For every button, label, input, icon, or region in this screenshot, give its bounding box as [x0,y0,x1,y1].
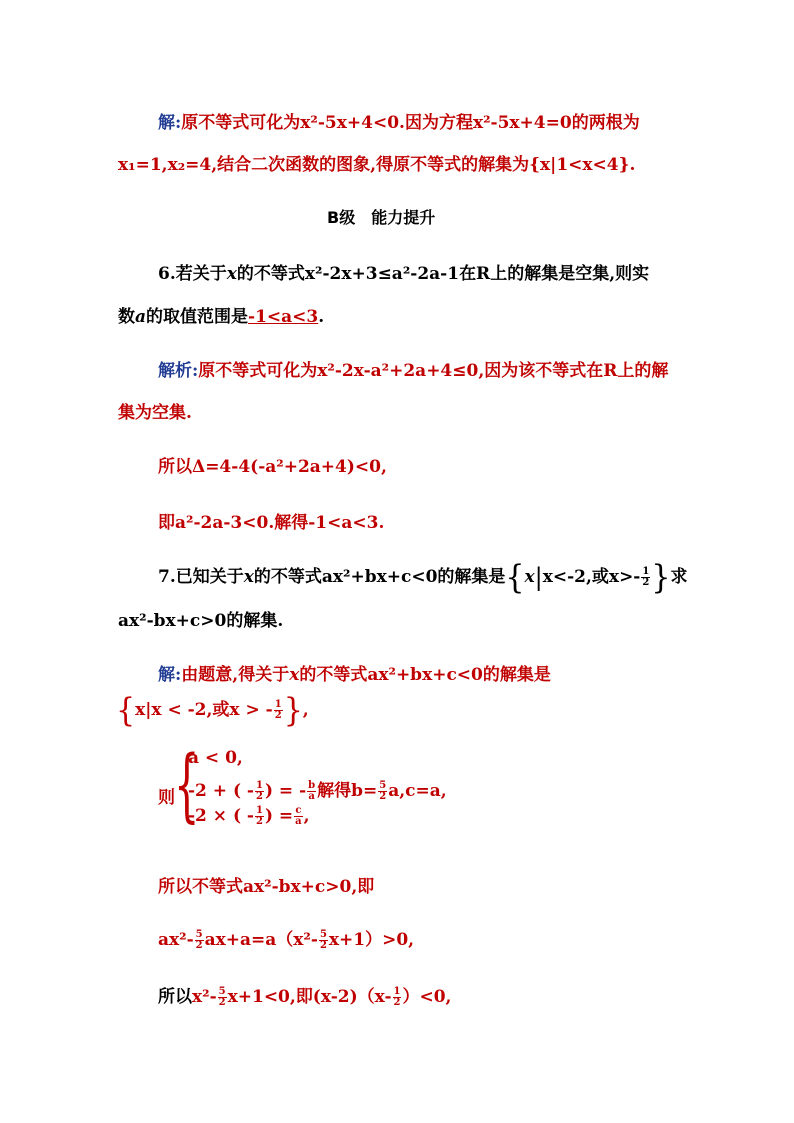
fraction-half [641,567,650,588]
text: 若关于 [175,264,227,284]
analysis-6-line-4 [158,508,384,533]
answer-7-expand [158,925,414,951]
system-row-1: a < 0, [188,748,243,768]
analysis-label: 解析: [158,361,199,381]
denominator: 2 [218,997,226,1008]
equation: x²-5x+4=0 [472,113,572,133]
solution-set: {x|1<x<4}. [529,155,636,175]
system-brace: { [174,738,200,831]
fraction-five-halves [319,930,328,951]
fraction-five-halves [195,930,204,951]
numerator: 5 [319,929,327,940]
text: 在R上的解集是空集,则实 [459,264,650,284]
variable: x [289,665,300,685]
text: 已知关于 [175,567,244,587]
question-6-line-1 [158,259,649,284]
comma: , [303,806,310,826]
numerator: 1 [393,986,401,997]
numerator: c [295,805,302,816]
right-brace: } [651,557,671,597]
text: ax²- [158,930,194,950]
fraction-half [255,806,264,827]
inequality: ax²+bx+c<0 [321,567,438,587]
text: 的解集. [226,611,284,631]
text: 即 [158,513,175,533]
answer-7-line-1 [158,660,551,685]
period: . [318,307,325,327]
variable: x [243,567,254,587]
right-brace: } [283,690,303,730]
inequality: ax²+bx+c<0 [367,665,483,685]
variable: x [524,567,535,587]
text: a,c=a, [388,781,447,801]
numerator: 5 [218,986,226,997]
text: 的不等式 [236,264,305,284]
left-brace: { [505,557,525,597]
system-row-3 [188,806,310,827]
text: 原不等式可化为 [198,361,318,381]
text: 的解集是 [482,665,551,685]
text: ) = [264,806,294,826]
denominator: 2 [255,791,263,802]
numerator: 5 [379,780,387,791]
discriminant: Δ=4-4(-a²+2a+4)<0, [192,457,387,477]
solution-label: 解: [158,665,182,685]
question-number: 7. [158,567,176,587]
numerator: 1 [255,780,263,791]
set-condition: x<-2,或x>- [542,567,641,587]
numerator: b [308,780,316,791]
bar: | [534,563,543,592]
inequality: x²-2x-a²+2a+4≤0, [317,361,485,381]
analysis-6-line-2: 集为空集. [118,403,192,423]
inequality: ax²-bx+c>0, [243,877,358,897]
analysis-6-line-1 [158,356,668,381]
fraction-five-halves [218,987,227,1008]
text: 的不等式 [253,567,322,587]
text: x+1<0, [227,987,296,1007]
text: b= [351,781,378,801]
variable: a [135,307,147,327]
question-7-line-2 [118,606,283,631]
section-heading: B级 能力提升 [327,208,436,227]
text: 即 [357,877,375,897]
fraction-half [274,700,283,721]
answer-6: -1<a<3 [248,307,319,327]
text: -2 × ( - [188,806,254,826]
text: 由题意,得关于 [181,665,290,685]
numerator: 5 [195,929,203,940]
fraction-five-halves [378,781,387,802]
text: 数 [118,307,135,327]
text: 原不等式可化为 [181,113,301,133]
denominator: 2 [319,940,327,951]
inequality: x²-5x+4<0. [300,113,405,133]
answer-7-line-2 [116,690,309,730]
fraction-c-over-a [294,806,302,827]
text: 即(x-2)（x- [295,987,392,1007]
text: ）<0, [402,987,452,1007]
text: 所以不等式 [158,877,243,897]
left-brace: { [116,690,136,730]
text: -2 + ( - [188,781,254,801]
text: 因为该不等式在R上的解 [484,361,669,381]
solution-line-2 [118,150,635,175]
system-row-2 [188,776,447,802]
fraction-b-over-a [307,781,316,802]
denominator: 2 [274,710,282,721]
solution-label: 解: [158,113,182,133]
text: 求 [670,567,688,587]
fraction-half [255,781,264,802]
fraction-half [393,987,402,1008]
roots: x₁=1,x₂=4, [118,155,218,175]
system-prefix: 则 [158,788,175,808]
solution: 解得-1<a<3. [274,513,385,533]
set-condition: x|x < -2,或x > - [135,700,273,720]
text: 的两根为 [571,113,640,133]
denominator: 2 [379,791,387,802]
text: 结合二次函数的图象,得原不等式的解集为 [217,155,530,175]
numerator: 1 [255,805,263,816]
numerator: 1 [274,699,282,710]
text: 解得 [317,781,352,801]
text: 的解集是 [437,567,506,587]
text: 的不等式 [299,665,368,685]
text: x+1）>0, [328,930,415,950]
text: 所以 [158,457,192,477]
inequality: ax²-bx+c>0 [118,611,227,631]
answer-7-line-so [158,872,374,897]
solution-line-1 [158,108,640,133]
text: 因为方程 [404,113,473,133]
text: x²- [192,987,217,1007]
comma: , [302,700,309,720]
variable: x [226,264,237,284]
question-number: 6. [158,264,176,284]
analysis-6-line-3 [158,452,387,477]
denominator: a [295,816,302,827]
denominator: 2 [255,816,263,827]
text: ax+a=a（x²- [204,930,318,950]
numerator: 1 [642,566,650,577]
denominator: 2 [195,940,203,951]
denominator: a [308,791,315,802]
text: ) = - [264,781,307,801]
text: 的取值范围是 [146,307,249,327]
answer-7-final [158,982,451,1008]
denominator: 2 [642,577,650,588]
denominator: 2 [393,997,401,1008]
inequality: x²-2x+3≤a²-2a-1 [304,264,460,284]
inequality: a²-2a-3<0. [175,513,275,533]
question-7-line-1 [158,557,688,597]
text: 所以 [158,987,192,1007]
question-6-line-2 [118,302,324,327]
